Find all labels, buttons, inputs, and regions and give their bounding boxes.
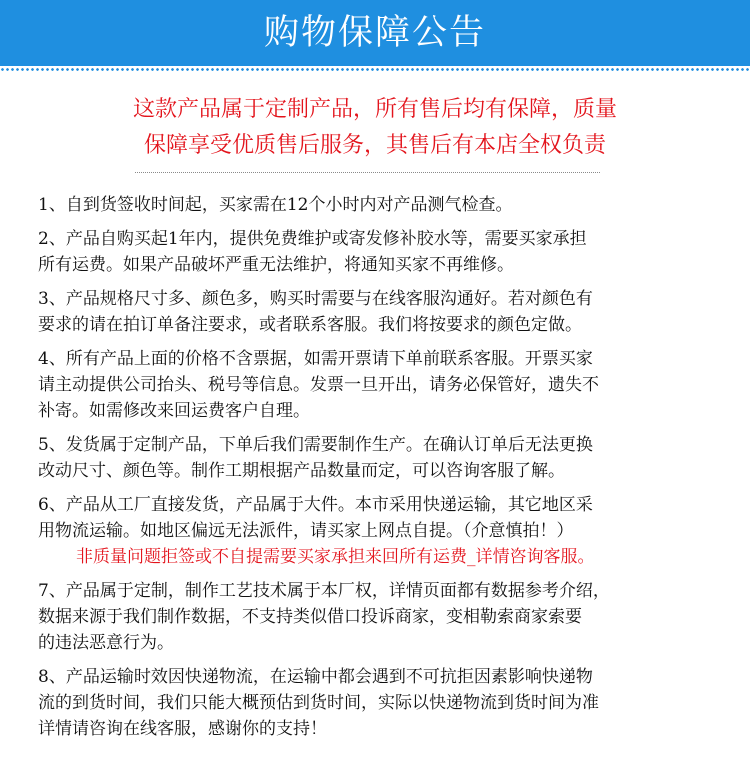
- policy-item-4: [38, 346, 728, 424]
- policy-line: 1、自到货签收时间起，买家需在12个小时内对产品测气检查。: [38, 195, 513, 215]
- policy-line: 5、发货属于定制产品，下单后我们需要制作生产。在确认订单后无法更换: [38, 435, 593, 455]
- policy-line: 详情请咨询在线客服，感谢你的支持！: [38, 719, 327, 739]
- policy-line: 6、产品从工厂直接发货，产品属于大件。本市采用快递运输，其它地区采: [38, 495, 593, 515]
- policy-line: 3、产品规格尺寸多、颜色多，购买时需要与在线客服沟通好。若对颜色有: [38, 289, 593, 309]
- policy-line: 7、产品属于定制，制作工艺技术属于本厂权，详情页面都有数据参考介绍，: [38, 581, 610, 601]
- policy-line: 2、产品自购买起1年内，提供免费维护或寄发修补胶水等，需要买家承担: [38, 229, 587, 249]
- policy-item-2: [38, 226, 728, 278]
- policy-line: 数据来源于我们制作数据，不支持类似借口投诉商家，变相勒索商家索要: [38, 607, 582, 627]
- policy-item-8: [38, 664, 728, 742]
- policy-list: [38, 192, 728, 750]
- policy-line: 所有运费。如果产品破坏严重无法维护，将通知买家不再维修。: [38, 255, 514, 275]
- notice-line: 保障享受优质售后服务，其售后有本店全权负责: [143, 133, 606, 158]
- policy-line: 流的到货时间，我们只能大概预估到货时间，实际以快递物流到货时间为准: [38, 693, 599, 713]
- policy-item-3: [38, 286, 728, 338]
- guarantee-notice: [0, 92, 750, 164]
- policy-line: 改动尺寸、颜色等。制作工期根据产品数量而定，可以咨询客服了解。: [38, 461, 565, 481]
- notice-line: 这款产品属于定制产品，所有售后均有保障，质量: [132, 97, 617, 122]
- policy-item-5: [38, 432, 728, 484]
- policy-item-1: [38, 192, 728, 218]
- policy-item-6: [38, 492, 728, 570]
- header-banner: [0, 0, 750, 66]
- page-title: 购物保障公告: [263, 13, 486, 53]
- policy-line: 的违法恶意行为。: [38, 633, 174, 653]
- policy-line: 4、所有产品上面的价格不含票据，如需开票请下单前联系客服。开票买家: [38, 349, 593, 369]
- policy-line: 请主动提供公司抬头、税号等信息。发票一旦开出，请务必保管好，遗失不: [38, 375, 599, 395]
- policy-line: 要求的请在拍订单备注要求，或者联系客服。我们将按要求的颜色定做。: [38, 315, 582, 335]
- dotted-separator: [135, 172, 600, 173]
- policy-line: 补寄。如需修改来回运费客户自理。: [38, 401, 310, 421]
- dotted-border: [0, 68, 750, 71]
- policy-warning-line: 非质量问题拒签或不自提需要买家承担来回所有运费_详情咨询客服。: [76, 547, 595, 567]
- policy-item-7: [38, 578, 728, 656]
- policy-line: 8、产品运输时效因快递物流，在运输中都会遇到不可抗拒因素影响快递物: [38, 667, 593, 687]
- policy-line: 用物流运输。如地区偏远无法派件，请买家上网点自提。（介意慎拍！）: [38, 521, 574, 541]
